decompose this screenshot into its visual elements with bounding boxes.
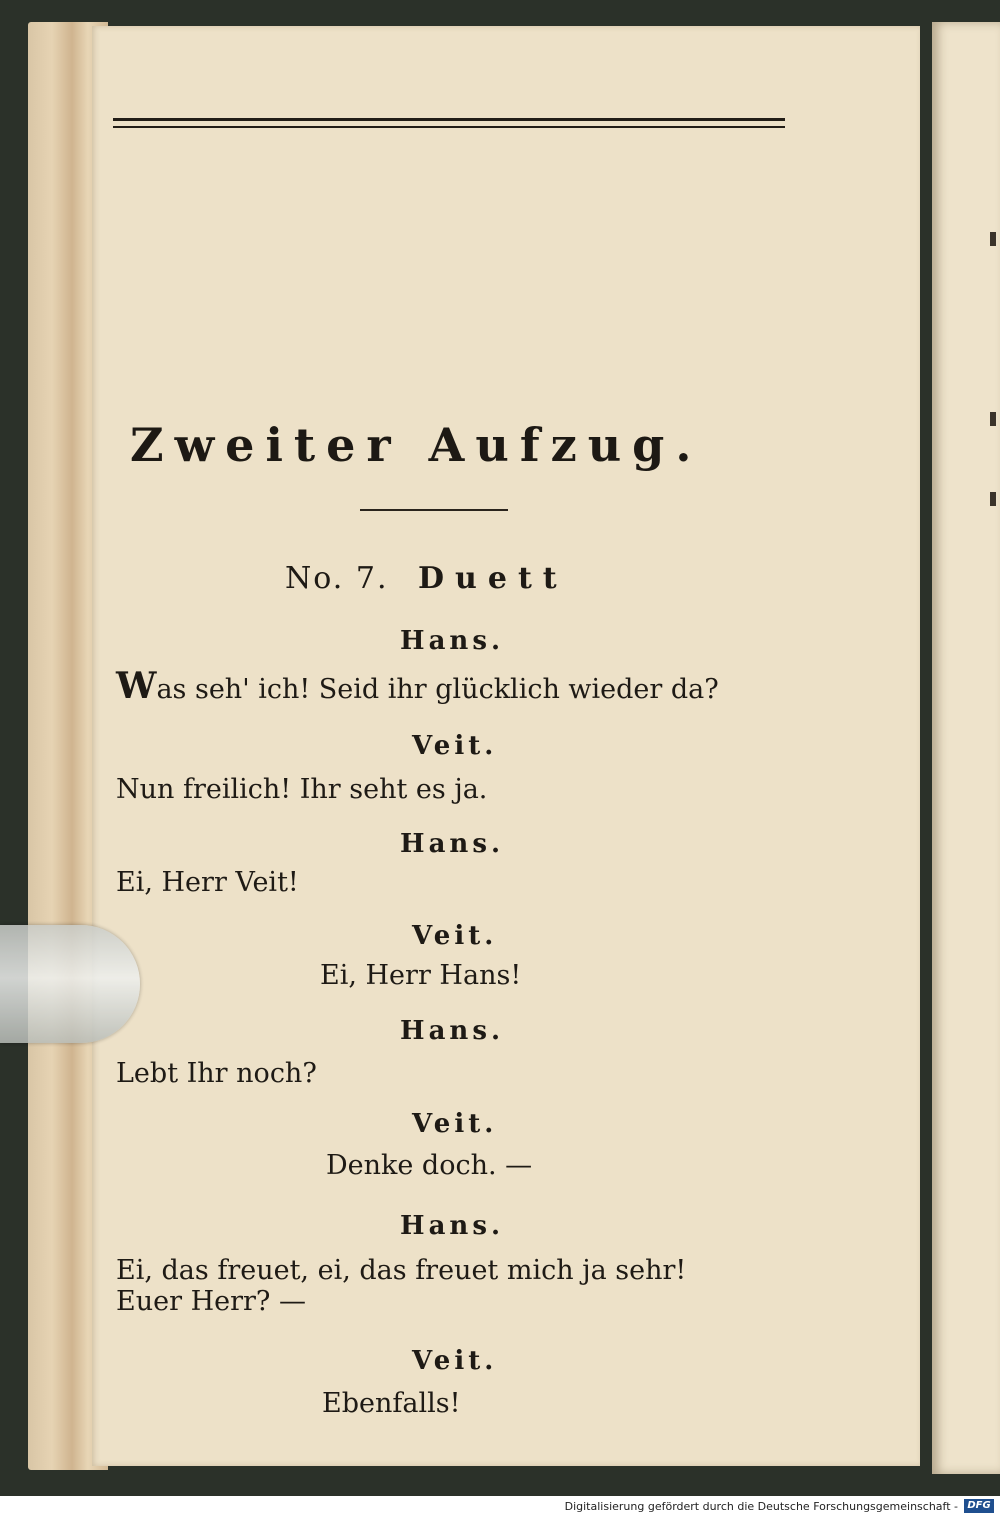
number-heading bbox=[285, 563, 568, 595]
verse-line-text: as seh' ich! Seid ihr glücklich wieder da? bbox=[156, 674, 719, 705]
speaker-name: Hans. bbox=[400, 626, 505, 656]
drop-initial: W bbox=[116, 665, 157, 707]
act-heading: Zweiter Aufzug. bbox=[130, 418, 703, 472]
dfg-logo: DFG bbox=[964, 1499, 994, 1513]
speaker-name: Hans. bbox=[400, 1016, 505, 1046]
speaker-name: Hans. bbox=[400, 829, 505, 859]
facing-page-mark bbox=[990, 492, 996, 506]
page-clip bbox=[0, 925, 140, 1043]
verse-line: Ei, Herr Hans! bbox=[320, 960, 522, 991]
verse-line: Ei, Herr Veit! bbox=[116, 867, 299, 898]
top-rule bbox=[113, 118, 785, 128]
speaker-name: Veit. bbox=[412, 1346, 498, 1376]
verse-line: Ei, das freuet, ei, das freuet mich ja sehr! bbox=[116, 1255, 687, 1286]
verse-line: Denke doch. — bbox=[326, 1150, 533, 1181]
funding-notice: Digitalisierung gefördert durch die Deutsche Forschungsgemeinschaft - bbox=[564, 1500, 958, 1513]
facing-page bbox=[932, 22, 1000, 1474]
heading-rule bbox=[360, 509, 508, 511]
footer-bar bbox=[0, 1496, 1000, 1517]
number-title: Duett bbox=[418, 561, 568, 596]
speaker-name: Hans. bbox=[400, 1211, 505, 1241]
speaker-name: Veit. bbox=[412, 731, 498, 761]
facing-page-mark bbox=[990, 412, 996, 426]
verse-line: Lebt Ihr noch? bbox=[116, 1058, 317, 1089]
speaker-name: Veit. bbox=[412, 921, 498, 951]
facing-page-mark bbox=[990, 232, 996, 246]
verse-line: Euer Herr? — bbox=[116, 1286, 306, 1317]
number-prefix: No. 7. bbox=[285, 561, 389, 596]
book-page bbox=[92, 26, 920, 1466]
verse-line bbox=[116, 665, 719, 707]
verse-line: Nun freilich! Ihr seht es ja. bbox=[116, 774, 488, 805]
verse-line: Ebenfalls! bbox=[322, 1388, 461, 1419]
speaker-name: Veit. bbox=[412, 1109, 498, 1139]
